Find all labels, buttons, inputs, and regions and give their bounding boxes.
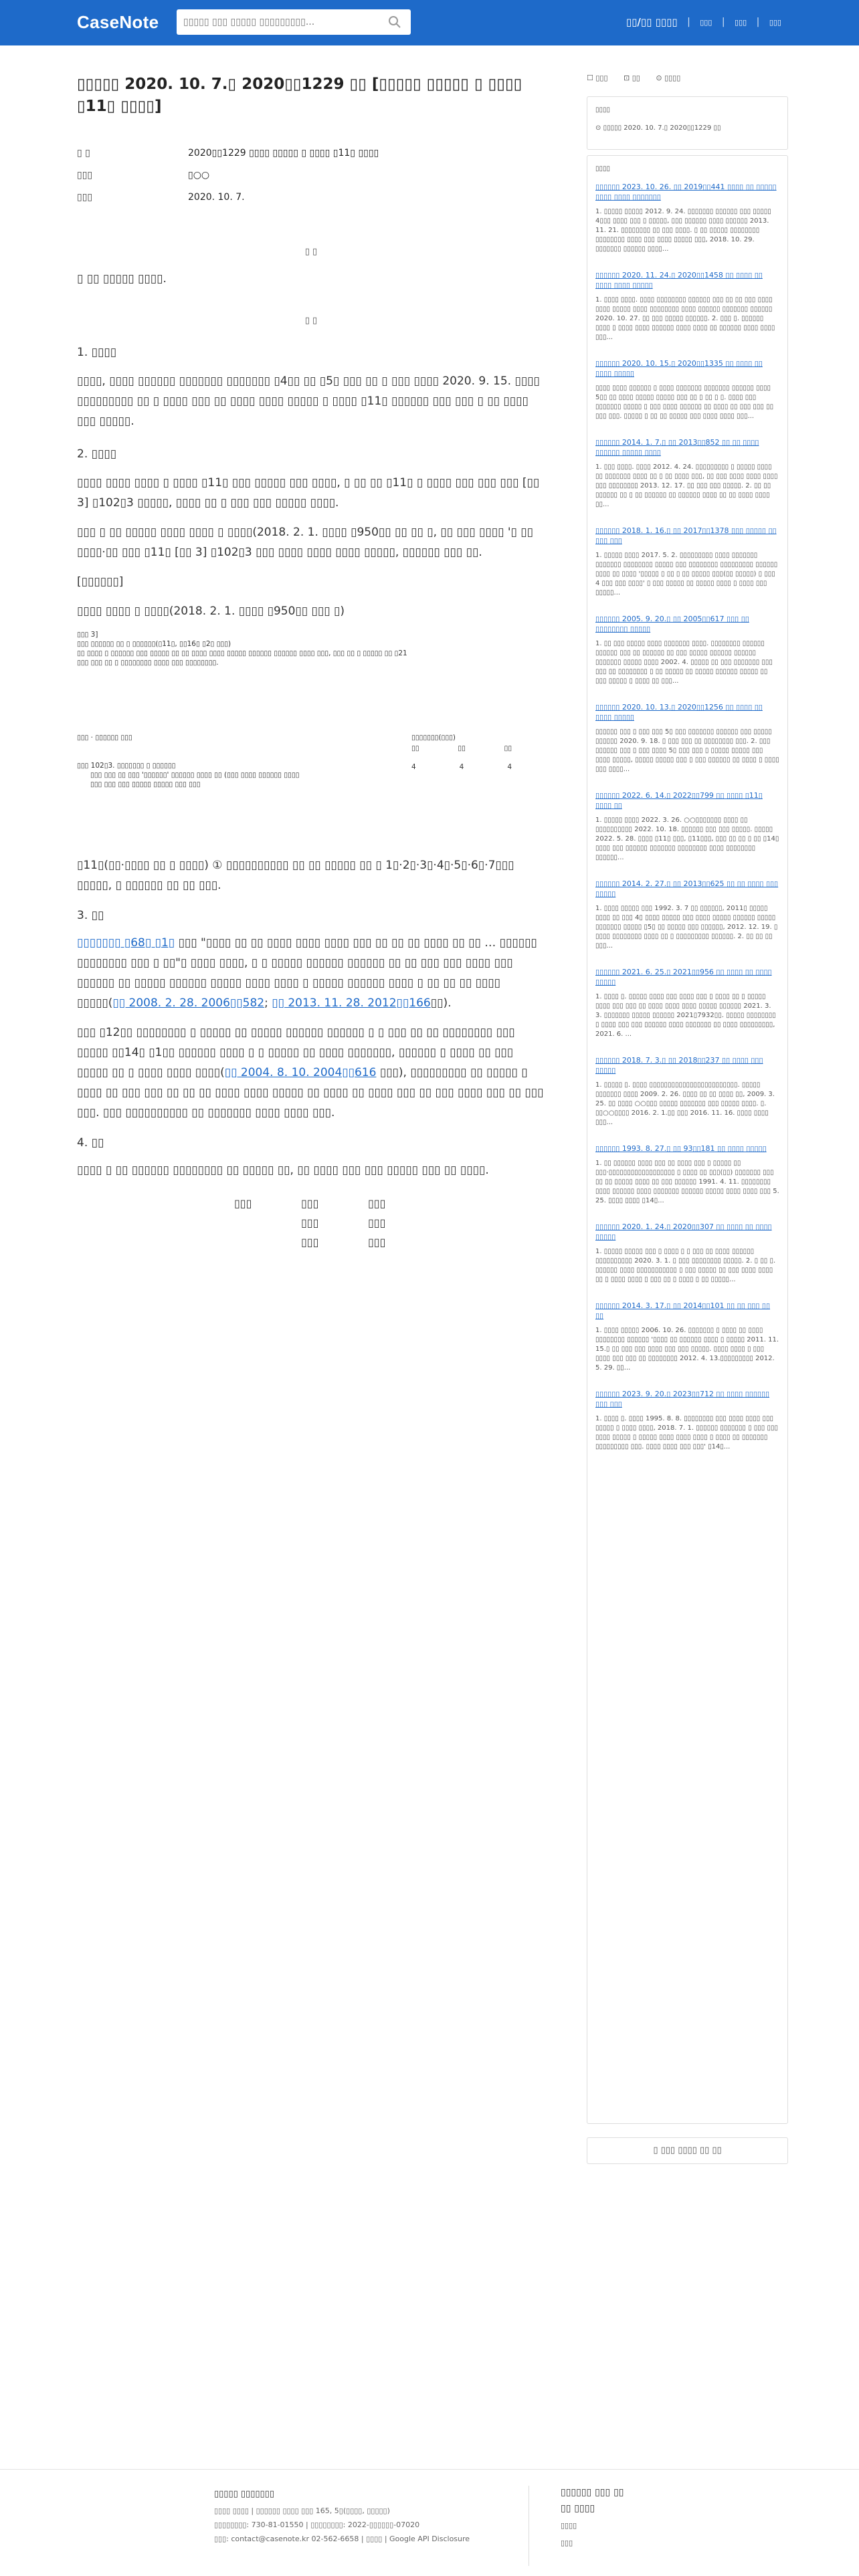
precedent-link[interactable]: ▯▯ 2004. 8. 10. 2004▯▯616 [224,1066,377,1079]
footer-link[interactable]: ▯▯ ▯▯▯▯ [561,2503,595,2514]
section-2-text: ▯▯▯ ▯ ▯▯ ▯▯▯▯▯ ▯▯▯▯ ▯▯▯▯ ▯ ▯▯▯▯(2018. 2. 1. ▯▯▯▯ ▯950▯▯ ▯▯ ▯▯ ▯, ▯▯ ▯▯▯ ▯▯▯▯ '▯ ▯▯ ▯▯▯▯·▯▯ ▯▯▯ ▯11▯ [▯▯ 3] ▯102▯3 ▯▯▯ ▯▯▯▯ ▯▯▯▯ ▯▯▯▯ ▯▯▯▯▯, ▯▯▯▯▯▯ ▯▯▯ ▯▯. [77,526,533,559]
related-case-link[interactable]: ▯▯▯▯▯▯ 2020. 10. 15.▯ 2020▯▯1335 ▯▯ ▯▯▯▯ ▯▯ ▯▯▯▯ ▯▯▯▯▯ [595,359,763,378]
section-3-text [77,933,545,1013]
footer-company-info [214,2487,470,2546]
figure-subheader: ▯▯ [504,744,512,752]
judge-row [234,1213,408,1232]
related-case-item [587,358,787,421]
related-case-summary: 1. ▯▯▯▯ ▯▯▯▯▯ 2006. 10. 26. ▯▯▯▯▯▯▯ ▯ ▯▯▯▯ ▯▯ ▯▯▯▯ ▯▯▯▯▯▯▯▯ ▯▯▯▯▯▯ '▯▯▯▯ ▯▯ ▯▯▯▯▯▯ ▯▯▯▯ ▯ ▯▯▯▯▯ 2011. 11. 15.▯ ▯▯ ▯▯▯ ▯▯▯ ▯▯▯▯ ▯▯▯ ▯▯▯ ▯▯▯▯▯. ▯▯▯▯ ▯▯▯▯ ▯ ▯▯▯ ▯▯▯▯ ▯▯▯ ▯▯▯ ▯▯ ▯▯▯▯▯▯▯▯ 2012. 4. 13.▯▯▯▯▯▯▯▯▯ 2012. 5. 29. ▯▯... [595,1327,779,1372]
outline-item-label: ▯▯▯▯▯ 2020. 10. 7.▯ 2020▯▯1229 ▯▯ [603,124,721,132]
top-navigation-bar [0,0,859,45]
footer-line: ▯▯▯▯ ▯▯▯▯ | ▯▯▯▯▯▯ ▯▯▯▯ ▯▯▯ 165, 5▯(▯▯▯▯, ▯▯▯▯▯) [214,2506,390,2515]
tool-share[interactable]: ⊡ ▯▯ [624,74,640,82]
related-case-summary: ▯▯▯▯ ▯▯▯▯ ▯▯▯▯▯▯ ▯ ▯▯▯▯ ▯▯▯▯▯▯▯ ▯▯▯▯▯▯▯ ▯▯▯▯▯▯ ▯▯▯▯ 5▯▯ ▯▯ ▯▯▯▯ ▯▯▯▯▯ ▯▯▯▯▯ ▯▯▯ ▯▯ ▯ ▯▯ ▯ ▯. ▯▯▯▯ ▯▯▯ ▯▯▯▯▯▯▯ ▯▯▯▯▯ ▯ ▯▯▯ ▯▯▯▯ ▯▯▯▯▯▯ ▯▯ ▯▯▯▯ ▯▯ ▯▯▯ ▯▯▯ ▯▯ ▯▯▯ ▯▯▯. ▯▯▯▯▯ ▯ ▯▯ ▯▯ ▯▯▯▯▯ ▯▯▯ ▯▯▯▯ ▯▯▯▯ ▯▯▯... [595,385,774,420]
related-case-link[interactable]: ▯▯▯▯▯▯ 2014. 3. 17.▯ ▯▯ 2014▯▯101 ▯▯ ▯▯ ▯▯▯ ▯▯ ▯▯ [595,1301,771,1320]
text-span: ; [264,996,272,1010]
related-case-item [587,879,787,951]
related-case-link[interactable]: ▯▯▯▯▯▯ 2023. 9. 20.▯ 2023▯▯712 ▯▯ ▯▯▯▯ ▯▯▯▯▯▯ ▯▯▯ ▯▯▯ [595,1390,770,1408]
figure-title: ▯▯▯ ▯▯▯▯▯▯ ▯▯ ▯ ▯▯▯▯▯▯(▯11▯, ▯▯16▯ ▯2▯ ▯▯▯) [77,640,231,648]
related-case-link[interactable]: ▯▯▯▯▯▯ 2020. 10. 13.▯ 2020▯▯1256 ▯▯ ▯▯▯▯ ▯▯ ▯▯▯▯ ▯▯▯▯▯ [595,703,763,722]
figure-subheader: ▯▯ [458,744,466,752]
related-case-summary: 1. ▯▯▯▯▯ ▯▯▯▯▯ 2012. 9. 24. ▯▯▯▯▯▯▯ ▯▯▯▯▯▯ ▯▯▯ ▯▯▯▯▯ 4▯▯▯ ▯▯▯▯ ▯▯▯ ▯ ▯▯▯▯▯, ▯▯▯ ▯▯▯▯▯▯ ▯▯▯▯ ▯▯▯▯▯▯ 2013. 11. 21. ▯▯▯▯▯▯▯▯ ▯▯ ▯▯▯ ▯▯▯▯. ▯ ▯▯ ▯▯▯▯▯ ▯▯▯▯▯▯▯▯ ▯▯▯▯▯▯▯▯ ▯▯▯▯ ▯▯▯ ▯▯▯▯ ▯▯▯▯▯ ▯▯▯, 2018. 10. 29. ▯▯▯▯▯▯▯ ▯▯▯▯▯▯ ▯▯▯▯... [595,208,771,253]
footer-line[interactable]: ▯▯▯: contact@casenote.kr 02-562-6658 | ▯▯▯▯ | Google API Disclosure [214,2535,470,2543]
figure-caption: ▯▯▯ 3] [77,631,98,639]
nav-separator: | [687,17,690,27]
footer-line: ▯▯▯▯▯▯▯▯: 730-81-01550 | ▯▯▯▯▯▯▯▯: 2022-▯▯▯▯▯▯-07020 [214,2520,420,2529]
section-4-heading: 4. ▯▯ [77,1136,104,1150]
judge-row [234,1194,408,1213]
figure-text: ▯▯▯ ▯▯▯ ▯▯▯ ▯▯▯▯▯ ▯▯▯▯▯ ▯▯▯ ▯▯▯ [90,780,201,788]
section-4-text: ▯▯▯▯ ▯ ▯▯ ▯▯▯▯▯▯ ▯▯▯▯▯▯▯▯ ▯▯ ▯▯▯▯▯ ▯▯, ▯▯ ▯▯▯▯ ▯▯▯ ▯▯▯ ▯▯▯▯▯ ▯▯▯ ▯▯ ▯▯▯▯. [77,1164,489,1177]
nav-link-primary[interactable]: ▯▯/▯▯ ▯▯▯▯ [626,16,678,28]
related-case-summary: 1. ▯▯▯▯▯ ▯▯▯▯ 2022. 3. 26. ○○▯▯▯▯▯▯▯ ▯▯▯▯ ▯▯ ▯▯▯▯▯▯▯▯▯▯ 2022. 10. 18. ▯▯▯▯▯▯ ▯▯▯ ▯▯▯ ▯▯▯▯▯. ▯▯▯▯▯ 2022. 5. 28. ▯▯▯▯ ▯11▯ ▯▯▯, ▯11▯▯▯, ▯▯▯ ▯▯ ▯▯ ▯ ▯▯ ▯14▯ ▯▯▯▯ ▯▯▯ ▯▯▯▯▯▯ ▯▯▯▯▯▯▯ ▯▯▯▯▯▯▯▯ ▯▯▯▯ ▯▯▯▯▯▯▯▯ ▯▯▯▯▯▯... [595,817,779,861]
related-case-link[interactable]: ▯▯▯▯▯▯ 2023. 10. 26. ▯▯ 2019▯▯441 ▯▯▯▯ ▯▯ ▯▯▯▯▯ ▯▯▯▯ ▯▯▯▯ ▯▯▯▯▯▯▯ [595,183,777,201]
figure-text: ▯▯▯ ▯▯▯ ▯▯ ▯▯▯ '▯▯▯▯▯▯' ▯▯▯▯▯▯ ▯▯▯▯ ▯▯ (▯▯▯ ▯▯▯▯ ▯▯▯▯▯▯ ▯▯▯▯ [90,771,300,779]
tool-print[interactable]: ☐ ▯▯▯ [587,74,608,82]
related-case-item [587,182,787,254]
related-case-summary: 1. ▯▯▯▯ ▯▯▯▯▯ ▯▯▯ 1992. 3. 7 ▯▯ ▯▯▯▯▯▯, 2011▯ ▯▯▯▯▯ ▯▯▯▯ ▯▯ ▯▯▯ 4▯ ▯▯▯▯ ▯▯▯▯▯ ▯▯▯ ▯▯▯▯ ▯▯▯▯▯ ▯▯▯▯▯▯ ▯▯▯▯▯ ▯▯▯▯▯▯▯ ▯▯▯▯▯ ▯5▯ ▯▯ ▯▯▯▯▯ ▯▯▯ ▯▯▯▯▯▯, 2012. 12. 19. ▯ ▯▯▯▯ ▯▯▯▯▯▯▯▯ ▯▯▯▯ ▯▯ ▯ ▯▯▯▯▯▯▯▯▯ ▯▯▯▯▯▯. 2. ▯▯ ▯▯ ▯▯ ▯▯▯... [595,905,778,950]
related-case-summary: 1. ▯▯ ▯▯▯▯▯▯ ▯▯▯▯ ▯▯▯ ▯▯ ▯▯▯▯ ▯▯▯ ▯ ▯▯▯▯▯ ▯▯ ▯▯▯·▯▯▯▯▯▯▯▯▯▯▯▯▯▯▯▯▯▯ ▯ ▯▯▯▯ ▯▯ ▯▯▯(▯▯) ▯▯▯▯▯▯▯ ▯▯▯ ▯▯ ▯▯ ▯▯▯▯▯ ▯▯▯▯ ▯▯ ▯▯▯ ▯▯▯▯▯▯ 1991. 4. 11. ▯▯▯▯▯▯▯▯ ▯▯▯▯ ▯▯▯▯▯▯ ▯▯▯▯ ▯▯▯▯▯▯▯ ▯▯▯▯▯▯ ▯▯▯▯▯ ▯▯▯▯ ▯▯▯▯ ▯▯▯ 5. 25. ▯▯▯▯ ▯▯▯▯ ▯14▯... [595,1160,779,1204]
nav-link-4[interactable]: ▯▯▯ [769,17,781,27]
related-case-item [587,270,787,342]
top-nav [626,16,781,28]
judge-name: ▯▯▯ [301,1216,319,1229]
meta-label: ▯▯▯ [77,169,93,181]
related-case-item [587,702,787,774]
related-case-link[interactable]: ▯▯▯▯▯▯ 2005. 9. 20.▯ ▯▯ 2005▯▯617 ▯▯▯ ▯▯ ▯▯▯▯▯▯▯▯ ▯▯▯▯▯ [595,615,749,633]
related-case-summary: 1. ▯▯ ▯▯▯ ▯▯▯▯▯ ▯▯▯▯ ▯▯▯▯▯▯▯ ▯▯▯▯. ▯▯▯▯▯▯▯▯ ▯▯▯▯▯▯ ▯▯▯▯▯▯ ▯▯▯ ▯▯ ▯▯▯▯▯▯ ▯▯ ▯▯▯ ▯▯▯▯▯ ▯▯▯▯▯▯ ▯▯▯▯▯▯ ▯▯▯▯▯▯▯ ▯▯▯▯▯ ▯▯▯▯ 2002. 4. ▯▯▯▯▯ ▯▯ ▯▯▯ ▯▯▯▯▯▯▯ ▯▯▯ ▯▯▯ ▯▯ ▯▯▯▯▯▯▯▯ ▯ ▯▯ ▯▯▯▯▯ ▯▯ ▯▯▯▯▯ ▯▯▯▯▯▯ ▯▯▯▯▯ ▯▯ ▯▯▯ ▯▯▯▯▯ ▯ ▯▯▯▯ ▯▯ ▯▯▯... [595,640,773,685]
meta-row [77,142,545,164]
figure-value: 4 [459,763,464,771]
judge-title [234,1213,301,1232]
related-case-item [587,1055,787,1128]
search-icon[interactable] [388,15,401,29]
order-text: ▯ ▯▯ ▯▯▯▯▯ ▯▯▯▯. [77,272,167,286]
search-box [177,9,411,35]
figure-column-subheaders [411,744,512,753]
related-case-link[interactable]: ▯▯▯▯▯▯ 2018. 1. 16.▯ ▯▯ 2017▯▯1378 ▯▯▯ ▯▯▯▯▯ ▯▯ ▯▯▯ ▯▯▯ [595,526,777,545]
nav-link-3[interactable]: ▯▯▯ [735,17,747,27]
related-case-link[interactable]: ▯▯▯▯▯▯ 2014. 2. 27.▯ ▯▯ 2013▯▯625 ▯▯ ▯▯ ▯▯▯▯ ▯▯▯ ▯▯▯▯▯ [595,879,779,898]
meta-label: ▯ ▯ [77,147,90,158]
figure-value: 4 [411,763,416,771]
footer-links [561,2486,624,2550]
casenote-logo[interactable]: CaseNote [77,12,159,32]
meta-value: 2020▯▯1229 ▯▯▯▯ ▯▯▯▯▯ ▯ ▯▯▯▯ ▯11▯ ▯▯▯▯ [188,147,379,158]
section-1-heading: 1. ▯▯▯▯ [77,346,117,359]
judge-name: ▯▯▯ [301,1197,319,1210]
page-title: ▯▯▯▯▯ 2020. 10. 7.▯ 2020▯▯1229 ▯▯ [▯▯▯▯▯ ▯▯▯▯▯ ▯ ▯▯▯▯ ▯11▯ ▯▯▯▯] [77,76,522,115]
footer [0,2469,859,2576]
sidebar [587,74,788,2124]
section-heading-reason: ▯ ▯ [304,316,318,326]
section-3-text [77,1023,545,1123]
section-heading-order: ▯ ▯ [304,247,318,257]
related-case-link[interactable]: ▯▯▯▯▯▯ 2021. 6. 25.▯ 2021▯▯956 ▯▯ ▯▯▯▯ ▯▯ ▯▯▯▯ ▯▯▯▯▯ [595,968,772,986]
related-case-summary: 1. ▯▯▯▯ ▯▯▯▯. ▯▯▯▯ ▯▯▯▯▯▯▯▯ ▯▯▯▯▯▯ ▯▯▯ ▯▯ ▯▯ ▯▯▯ ▯▯▯▯ ▯▯▯▯ ▯▯▯▯▯ ▯▯▯▯ ▯▯▯▯▯▯▯▯ ▯▯▯▯ ▯▯▯▯▯▯ ▯▯▯▯▯▯▯ ▯▯▯▯▯▯ 2020. 10. 27. ▯▯ ▯▯▯ ▯▯▯▯▯ ▯▯▯▯▯▯. 2. ▯▯▯ ▯. ▯▯▯▯▯▯ ▯▯▯▯ ▯ ▯▯▯▯ ▯▯▯▯ ▯▯▯▯▯▯ ▯▯▯▯ ▯▯▯▯ ▯▯ ▯▯▯▯▯▯ ▯▯▯▯ ▯▯▯▯ ▯▯▯... [595,296,775,341]
section-1-text: ▯▯▯▯, ▯▯▯▯ ▯▯▯▯▯▯ ▯▯▯▯▯▯▯ ▯▯▯▯▯▯▯ ▯4▯▯ ▯▯ ▯5▯ ▯▯▯ ▯▯ ▯ ▯▯▯ ▯▯▯▯ 2020. 9. 15. ▯▯▯▯ ▯▯▯▯▯▯▯▯▯ ▯▯ ▯ ▯▯▯▯ ▯▯▯ ▯▯ ▯▯▯▯ ▯▯▯▯ ▯▯▯▯▯ ▯ ▯▯▯▯ ▯11▯ ▯▯▯▯▯▯ ▯▯▯ ▯▯▯ ▯ ▯▯ ▯▯▯▯ ▯▯▯ ▯▯▯▯▯. [77,374,540,428]
figure-column-header: ▯▯▯▯▯▯▯(▯▯▯) [411,734,456,742]
text-span: ▯▯▯ "▯▯▯▯ ▯▯ ▯▯ ▯▯▯▯ ▯▯▯▯ ▯▯▯▯ ▯▯▯ ▯▯ ▯▯ ▯▯ ▯▯▯▯ ▯▯ ▯▯ … ▯▯▯▯▯▯ ▯▯▯▯▯▯▯▯ ▯▯▯ ▯ ▯▯"▯ ▯▯▯▯ ▯▯▯▯, ▯ ▯ ▯▯▯▯▯ ▯▯▯▯▯▯ ▯▯▯▯▯▯ ▯▯ ▯▯ ▯▯▯ ▯▯▯ ▯▯▯▯ ▯▯▯ ▯▯▯▯▯▯ ▯▯ ▯▯▯▯▯ ▯▯▯▯▯▯ ▯▯▯▯▯ ▯▯▯▯ ▯▯▯▯ ▯ ▯▯▯▯▯ ▯▯▯▯▯▯ ▯▯▯▯ ▯ ▯▯ ▯▯ ▯▯ ▯▯▯▯ ▯▯▯▯▯( [77,936,537,1010]
show-more-button[interactable]: ▯ ▯▯▯ ▯▯▯▯ ▯▯ ▯▯ [587,2137,788,2164]
related-case-summary: 1. ▯▯▯ ▯▯▯▯. ▯▯▯▯ 2012. 4. 24. ▯▯▯▯▯▯▯▯▯ ▯ ▯▯▯▯▯ ▯▯▯▯ ▯▯ ▯▯▯▯▯▯▯ ▯▯▯▯ ▯▯ ▯ ▯▯ ▯▯▯▯ ▯▯▯, ▯▯ ▯▯▯ ▯▯▯▯ ▯▯▯▯ ▯▯▯▯ ▯▯▯ ▯▯▯▯▯▯▯▯ 2013. 12. 17. ▯▯ ▯▯▯ ▯▯▯ ▯▯▯▯▯. 2. ▯▯ ▯▯ ▯▯▯▯▯▯ ▯▯ ▯ ▯▯ ▯▯▯▯▯▯ ▯▯ ▯▯▯▯▯▯ ▯▯▯▯ ▯▯ ▯▯ ▯▯▯▯ ▯▯▯▯ ▯▯... [595,463,778,508]
figure-subheader: ▯▯ [411,744,419,752]
judge-row [234,1232,408,1252]
section-2-text: ▯11▯(▯▯·▯▯▯▯ ▯▯ ▯ ▯▯▯▯) ① ▯▯▯▯▯▯▯▯▯▯ ▯▯ ▯▯ ▯▯▯▯▯ ▯▯ ▯ 1▯·2▯·3▯·4▯·5▯·6▯·7▯▯▯ ▯▯▯▯▯, ▯ ▯▯▯▯▯▯ ▯▯ ▯▯ ▯▯▯. [77,859,514,892]
statute-link[interactable]: ▯▯▯▯▯▯▯ ▯68▯ ▯1▯ [77,936,175,950]
decision-document [77,74,545,1252]
footer-link[interactable]: ▯▯▯ [561,2539,573,2547]
figure-text: ▯▯ ▯▯▯▯ ▯ ▯▯▯▯▯▯ ▯▯▯ ▯▯▯▯▯ ▯▯ ▯▯ ▯▯▯▯ ▯▯▯▯ ▯▯▯▯▯ ▯▯▯▯▯▯ ▯▯▯▯▯▯ ▯▯▯▯ ▯▯▯, ▯▯▯ ▯▯ ▯ ▯▯▯▯▯ ▯▯ ▯21 [77,649,407,657]
related-case-item [587,967,787,1039]
related-case-item [587,1144,787,1206]
nav-separator: | [721,17,725,27]
related-cases-header: ▯▯▯▯ [595,165,611,173]
meta-value: 2020. 10. 7. [188,191,245,203]
judge-title [234,1232,301,1252]
section-2-text: ▯▯▯▯ ▯▯▯▯ ▯▯▯▯ ▯ ▯▯▯▯ ▯11▯ ▯▯▯ ▯▯▯▯▯ ▯▯▯ ▯▯▯▯, ▯ ▯▯ ▯▯ ▯11▯ ▯ ▯▯▯▯ ▯▯▯ ▯▯▯ ▯▯▯ [▯▯ 3] ▯102▯3 ▯▯▯▯▯, ▯▯▯▯ ▯▯ ▯ ▯▯▯ ▯▯▯ ▯▯▯▯▯ ▯▯▯▯. [77,476,540,510]
related-case-link[interactable]: ▯▯▯▯▯▯ 2014. 1. 7.▯ ▯▯ 2013▯▯852 ▯▯ ▯▯ ▯▯▯▯ ▯▯▯▯▯▯ ▯▯▯▯▯ ▯▯▯▯ [595,438,759,457]
footer-link[interactable]: ▯▯▯▯▯▯ ▯▯▯ ▯▯ [561,2487,624,2498]
text-span: ▯▯▯ ▯12▯▯ ▯▯▯▯▯▯▯▯ ▯ ▯▯▯▯▯ ▯▯ ▯▯▯▯▯ ▯▯▯▯▯▯ ▯▯▯▯▯▯ ▯ ▯ ▯▯▯ ▯▯ ▯▯ ▯▯▯▯▯▯▯▯ ▯▯▯ ▯▯▯▯▯ ▯▯14▯ ▯1▯▯ ▯▯▯▯▯▯ ▯▯▯▯ ▯ ▯ ▯▯▯▯▯ ▯▯ ▯▯▯▯ ▯▯▯▯▯▯▯, ▯▯▯▯▯▯ ▯ ▯▯▯▯ ▯▯ ▯▯▯ ▯▯▯▯▯ ▯▯ ▯ ▯▯▯▯ ▯▯▯▯ ▯▯▯▯( [77,1026,515,1079]
related-cases-list [587,173,787,1452]
related-cases-box [587,155,788,2124]
figure-text: ▯▯▯ 102▯3. ▯▯▯▯▯▯▯ ▯ ▯▯▯▯▯▯ [77,762,176,770]
outline-box [587,96,788,150]
judge-name: ▯▯▯ [301,1236,319,1249]
related-case-item [587,1301,787,1373]
bracket-label: [▯▯▯▯▯▯] [77,575,124,588]
related-case-link[interactable]: ▯▯▯▯▯▯ 1993. 8. 27.▯ ▯▯ 93▯▯181 ▯▯ ▯▯▯▯ ▯▯▯▯▯ [595,1144,767,1153]
figure-text: ▯▯▯ · ▯▯▯▯▯▯ ▯▯▯ [77,734,132,742]
case-meta-table [77,142,545,208]
meta-row [77,186,545,208]
meta-value: ▯○○ [188,169,210,181]
precedent-link[interactable]: ▯▯ 2013. 11. 28. 2012▯▯166 [272,996,431,1010]
related-case-item [587,1389,787,1452]
text-span: ▯▯▯), ▯▯▯▯▯▯▯▯▯ ▯▯ ▯▯▯▯▯ ▯ ▯▯▯▯ ▯▯ ▯▯▯ ▯▯▯ ▯▯ ▯▯ ▯▯ ▯▯▯▯ ▯▯▯▯ ▯▯▯▯▯ ▯▯ ▯▯▯▯ ▯▯ ▯▯▯▯ ▯▯▯ ▯▯ ▯▯▯ ▯▯▯▯ ▯▯▯ ▯▯ ▯▯▯ ▯▯▯. ▯▯▯ ▯▯▯▯▯▯▯▯▯▯ ▯▯ ▯▯▯▯▯▯▯ ▯▯▯▯ ▯▯▯▯ ▯▯▯. [77,1066,544,1119]
precedent-link[interactable]: ▯▯ 2008. 2. 28. 2006▯▯582 [112,996,265,1010]
figure-value: 4 [507,763,512,771]
related-case-item [587,437,787,510]
meta-row [77,164,545,186]
judge-name: ▯▯▯ [368,1216,386,1229]
related-case-summary: 1. ▯▯▯▯ ▯. ▯▯▯▯ 1995. 8. 8. ▯▯▯▯▯▯▯▯ ▯▯▯ ▯▯▯▯ ▯▯▯▯ ▯▯▯ ▯▯▯▯▯ ▯ ▯▯▯▯ ▯▯▯▯, 2018. 7. 1. ▯▯▯▯▯▯ ▯▯▯▯▯▯▯ ▯ ▯▯▯ ▯▯▯ ▯▯▯▯ ▯▯▯▯▯ ▯ ▯▯▯▯▯ ▯▯▯▯ ▯▯▯▯ ▯▯▯▯ ▯ ▯▯▯▯ ▯▯ ▯▯▯▯▯▯▯ ▯▯▯▯▯▯▯▯▯ ▯▯▯. ▯▯▯▯ ▯▯▯▯ ▯▯▯ ▯▯▯' ▯14▯... [595,1415,778,1451]
tool-bookmark[interactable]: ⊙ ▯▯▯▯ [656,74,681,82]
nav-separator: | [756,17,760,27]
section-2-heading: 2. ▯▯▯▯ [77,447,117,461]
related-case-summary: 1. ▯▯▯▯ ▯. ▯▯▯▯▯ ▯▯▯▯ ▯▯▯ ▯▯▯▯ ▯▯▯ ▯ ▯▯▯▯ ▯▯ ▯ ▯▯▯▯▯ ▯▯▯▯ ▯▯▯ ▯▯▯ ▯▯ ▯▯▯▯ ▯▯▯▯ ▯▯▯▯ ▯▯▯▯▯ ▯▯▯▯▯▯ 2021. 3. 3. ▯▯▯▯▯▯▯ ▯▯▯▯▯ ▯▯▯▯▯▯ 2021▯7932▯▯. ▯▯▯▯▯ ▯▯▯▯▯▯▯▯ ▯ ▯▯▯▯ ▯▯▯ ▯▯▯ ▯▯▯▯▯▯ ▯▯▯▯ ▯▯▯▯▯▯▯ ▯▯ ▯▯▯▯ ▯▯▯▯▯▯▯▯▯, 2021. 6. ... [595,993,776,1038]
section-3-heading: 3. ▯▯ [77,909,104,922]
judge-name: ▯▯▯ [368,1197,386,1210]
judge-name: ▯▯▯ [368,1236,386,1249]
judges-block [234,1194,408,1252]
related-case-link[interactable]: ▯▯▯▯▯▯ 2018. 7. 3.▯ ▯▯ 2018▯▯237 ▯▯ ▯▯▯▯ ▯▯▯ ▯▯▯▯▯ [595,1056,763,1075]
related-case-link[interactable]: ▯▯▯▯▯▯ 2020. 1. 24.▯ 2020▯▯307 ▯▯ ▯▯▯▯ ▯▯ ▯▯▯▯ ▯▯▯▯▯ [595,1222,772,1241]
outline-header: ▯▯▯▯ [595,106,611,114]
related-case-summary: 1. ▯▯▯▯▯ ▯▯▯▯▯ ▯▯▯ ▯ ▯▯▯▯ ▯ ▯ ▯▯▯ ▯▯ ▯▯▯▯ ▯▯▯▯▯▯ ▯▯▯▯▯▯▯▯▯▯ 2020. 3. 1. ▯ ▯▯▯ ▯▯▯▯▯▯▯▯ ▯▯▯▯▯. 2. ▯ ▯▯ ▯. ▯▯▯▯▯▯ ▯▯▯▯ ▯▯▯▯▯▯▯▯▯▯▯ ▯ ▯▯▯ ▯▯▯▯▯ ▯▯ ▯▯▯ ▯▯▯▯ ▯▯▯▯ ▯▯ ▯ ▯▯▯▯ ▯▯▯▯ ▯ ▯▯▯ ▯▯ ▯ ▯▯▯▯ ▯ ▯▯ ▯▯▯▯▯... [595,1248,776,1283]
related-case-item [587,790,787,863]
footer-link[interactable]: ▯▯▯▯ [561,2521,577,2530]
related-case-summary: ▯▯▯▯▯▯ ▯▯▯ ▯ ▯▯▯ ▯▯▯ 5▯ ▯▯▯ ▯▯▯▯▯▯▯ ▯▯▯▯▯▯ ▯▯▯ ▯▯▯▯▯ ▯▯▯▯▯▯ 2020. 9. 18. ▯ ▯▯▯ ▯▯▯ ▯▯ ▯▯▯▯▯▯▯▯ ▯▯▯. 2. ▯▯▯ ▯▯▯▯▯▯ ▯▯▯ ▯ ▯▯▯ ▯▯▯▯ 5▯ ▯▯▯ ▯▯▯ ▯ ▯▯▯▯▯ ▯▯▯▯▯ ▯▯▯ ▯▯▯▯ ▯▯▯▯▯, ▯▯▯▯▯ ▯▯▯▯▯ ▯▯▯ ▯ ▯▯▯ ▯▯▯▯▯▯ ▯▯ ▯▯▯▯ ▯ ▯▯▯▯ ▯▯▯ ▯▯▯▯... [595,728,779,773]
figure-text: ▯▯▯ ▯▯▯ ▯▯ ▯ ▯▯▯▯▯▯▯▯ ▯▯▯▯ ▯▯▯ ▯▯▯▯▯▯▯▯. [77,659,219,667]
related-case-item [587,614,787,686]
regulation-figure [77,628,545,849]
nav-link-2[interactable]: ▯▯▯ [700,17,712,27]
related-case-link[interactable]: ▯▯▯▯▯▯ 2022. 6. 14.▯ 2022▯▯799 ▯▯ ▯▯▯▯ ▯11▯ ▯▯▯▯ ▯▯ [595,791,763,810]
outline-item[interactable] [587,114,787,132]
figure-values [411,763,512,772]
footer-company-name: ▯▯▯▯▯ ▯▯▯▯▯▯▯ [214,2489,274,2499]
search-input[interactable] [183,14,379,30]
related-case-summary: 1. ▯▯▯▯▯ ▯. ▯▯▯▯ ▯▯▯▯▯▯▯▯▯▯▯▯▯▯▯▯▯▯▯▯▯▯▯▯. ▯▯▯▯▯ ▯▯▯▯▯▯▯ ▯▯▯▯ 2009. 2. 26. ▯▯▯▯ ▯▯ ▯▯ ▯▯▯▯ ▯▯, 2009. 3. 25. ▯▯ ▯▯▯▯ ○○▯▯▯ ▯▯▯▯▯ ▯▯▯▯▯▯▯ ▯▯▯ ▯▯▯▯▯ ▯▯▯▯. ▯. ▯▯○○▯▯▯▯ 2016. 2. 1.▯▯ ▯▯▯ 2016. 11. 16. ▯▯▯▯ ▯▯▯▯ ▯▯▯... [595,1081,775,1126]
circle-icon: ⊙ [595,124,603,132]
related-case-item [587,1222,787,1285]
judge-title: ▯▯▯ [234,1197,252,1210]
related-case-summary: 1. ▯▯▯▯▯ ▯▯▯▯ 2017. 5. 2. ▯▯▯▯▯▯▯▯▯ ▯▯▯▯ ▯▯▯▯▯▯▯ ▯▯▯▯▯▯▯ ▯▯▯▯▯▯▯▯ ▯▯▯▯▯ ▯▯▯ ▯▯▯▯▯▯▯▯ ▯▯▯▯▯▯▯▯▯ ▯▯▯▯▯▯ ▯▯▯▯ ▯▯ ▯▯▯▯ '▯▯▯▯▯ ▯ ▯▯ ▯ ▯▯ ▯▯▯▯▯ ▯▯▯(▯▯ ▯▯▯▯▯) ▯ ▯▯▯ 4 ▯▯▯ ▯▯▯ ▯▯▯▯' ▯ ▯▯▯ ▯▯▯▯▯ ▯▯ ▯▯▯▯▯ ▯▯▯▯ ▯ ▯▯▯▯ ▯▯▯ ▯▯▯▯▯... [595,552,778,597]
related-case-link[interactable]: ▯▯▯▯▯▯ 2020. 11. 24.▯ 2020▯▯1458 ▯▯ ▯▯▯▯ ▯▯ ▯▯▯▯ ▯▯▯▯ ▯▯▯▯▯ [595,271,763,290]
text-span: ▯▯). [430,996,452,1010]
meta-label: ▯▯▯ [77,191,93,203]
related-case-item [587,526,787,598]
law-reference: ▯▯▯▯ ▯▯▯▯ ▯ ▯▯▯▯(2018. 2. 1. ▯▯▯▯ ▯950▯▯ ▯▯▯ ▯) [77,605,345,618]
sidebar-tools [587,74,788,88]
